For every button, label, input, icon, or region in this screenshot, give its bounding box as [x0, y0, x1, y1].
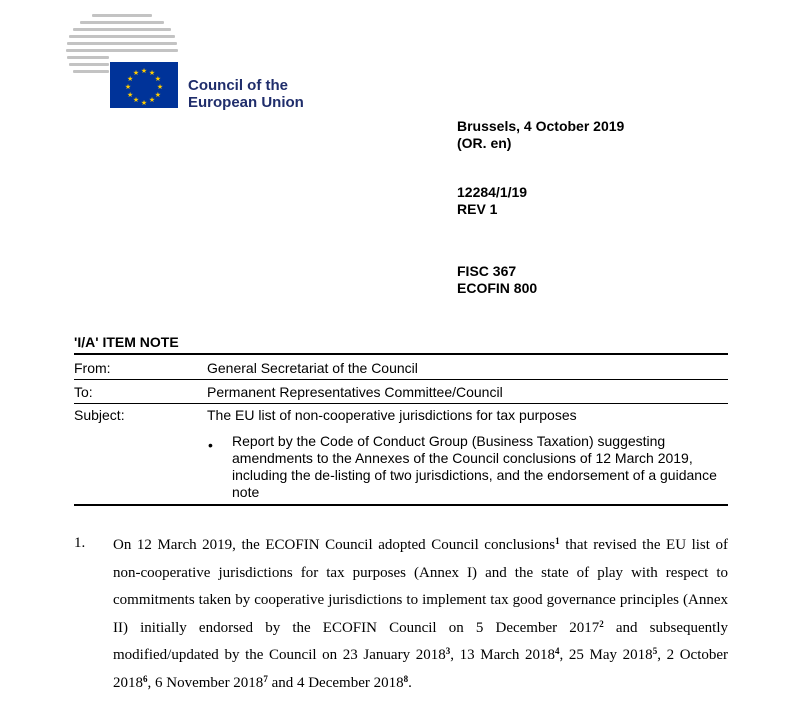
subject-label: Subject:	[74, 407, 125, 423]
paragraph-text: and subsequently modified/updated by the Council on 23 January 2018	[113, 619, 728, 663]
bullet-icon: •	[208, 437, 213, 453]
row-divider	[74, 403, 728, 404]
paragraph-text: .	[408, 674, 412, 691]
footnote-ref-5[interactable]: 5	[652, 646, 658, 656]
org-line-1: Council of the	[188, 77, 288, 94]
subject-value: The EU list of non-cooperative jurisdictions for tax purposes	[207, 407, 577, 423]
footnote-ref-8[interactable]: 8	[403, 673, 409, 684]
from-value: General Secretariat of the Council	[207, 360, 418, 376]
location-date: Brussels, 4 October 2019	[457, 118, 625, 134]
paragraph-number: 1.	[74, 535, 86, 551]
row-divider	[74, 379, 728, 380]
paragraph-1	[113, 532, 728, 697]
eu-flag-icon: ★ ★ ★ ★ ★ ★ ★ ★ ★ ★ ★ ★	[110, 62, 178, 108]
original-language: (OR. en)	[457, 135, 512, 151]
paragraph-text: On 12 March 2019, the ECOFIN Council adopted Council conclusions	[113, 537, 556, 553]
organisation-name	[188, 77, 304, 111]
interinstitutional-code-1: FISC 367	[457, 263, 517, 279]
to-value: Permanent Representatives Committee/Council	[207, 384, 503, 400]
footnote-ref-6[interactable]: 6	[143, 673, 148, 684]
table-bottom-rule	[74, 504, 728, 506]
footnote-ref-2[interactable]: 2	[599, 618, 604, 629]
interinstitutional-code-2: ECOFIN 800	[457, 280, 538, 296]
org-line-2: European Union	[188, 94, 304, 111]
paragraph-text: , 2 October 2018	[113, 647, 729, 691]
footnote-ref-4[interactable]: 4	[555, 646, 560, 656]
footnote-ref-7[interactable]: 7	[263, 673, 268, 684]
revision-number: REV 1	[457, 201, 498, 217]
to-label: To:	[74, 384, 93, 400]
title-rule	[74, 353, 728, 355]
from-label: From:	[74, 360, 111, 376]
paragraph-text: , 13 March 2018	[450, 647, 556, 663]
document-number: 12284/1/19	[457, 184, 528, 200]
paragraph-text: and 4 December 2018	[267, 674, 404, 691]
paragraph-text: , 25 May 2018	[559, 647, 653, 663]
footnote-ref-1[interactable]: 1	[555, 536, 560, 546]
footnote-ref-3[interactable]: 3	[445, 646, 451, 656]
paragraph-text: that revised the EU list of non-cooperative jurisdictions for tax purposes (Annex I) and the state of play with respect to commitments taken by cooperative jurisdictions to implement tax good governance principles (Annex II) initially endorsed by the ECOFIN Council on 5 December 2017	[113, 537, 729, 636]
note-title: 'I/A' ITEM NOTE	[74, 334, 179, 350]
subject-bullet-text: Report by the Code of Conduct Group (Business Taxation) suggesting amendments to the Annexes of the Council conclusions of 12 March 2019, including the de-listing of two jurisdictions, and the endorsement of a guidance note	[232, 433, 717, 500]
paragraph-text: , 6 November 2018	[147, 674, 264, 691]
